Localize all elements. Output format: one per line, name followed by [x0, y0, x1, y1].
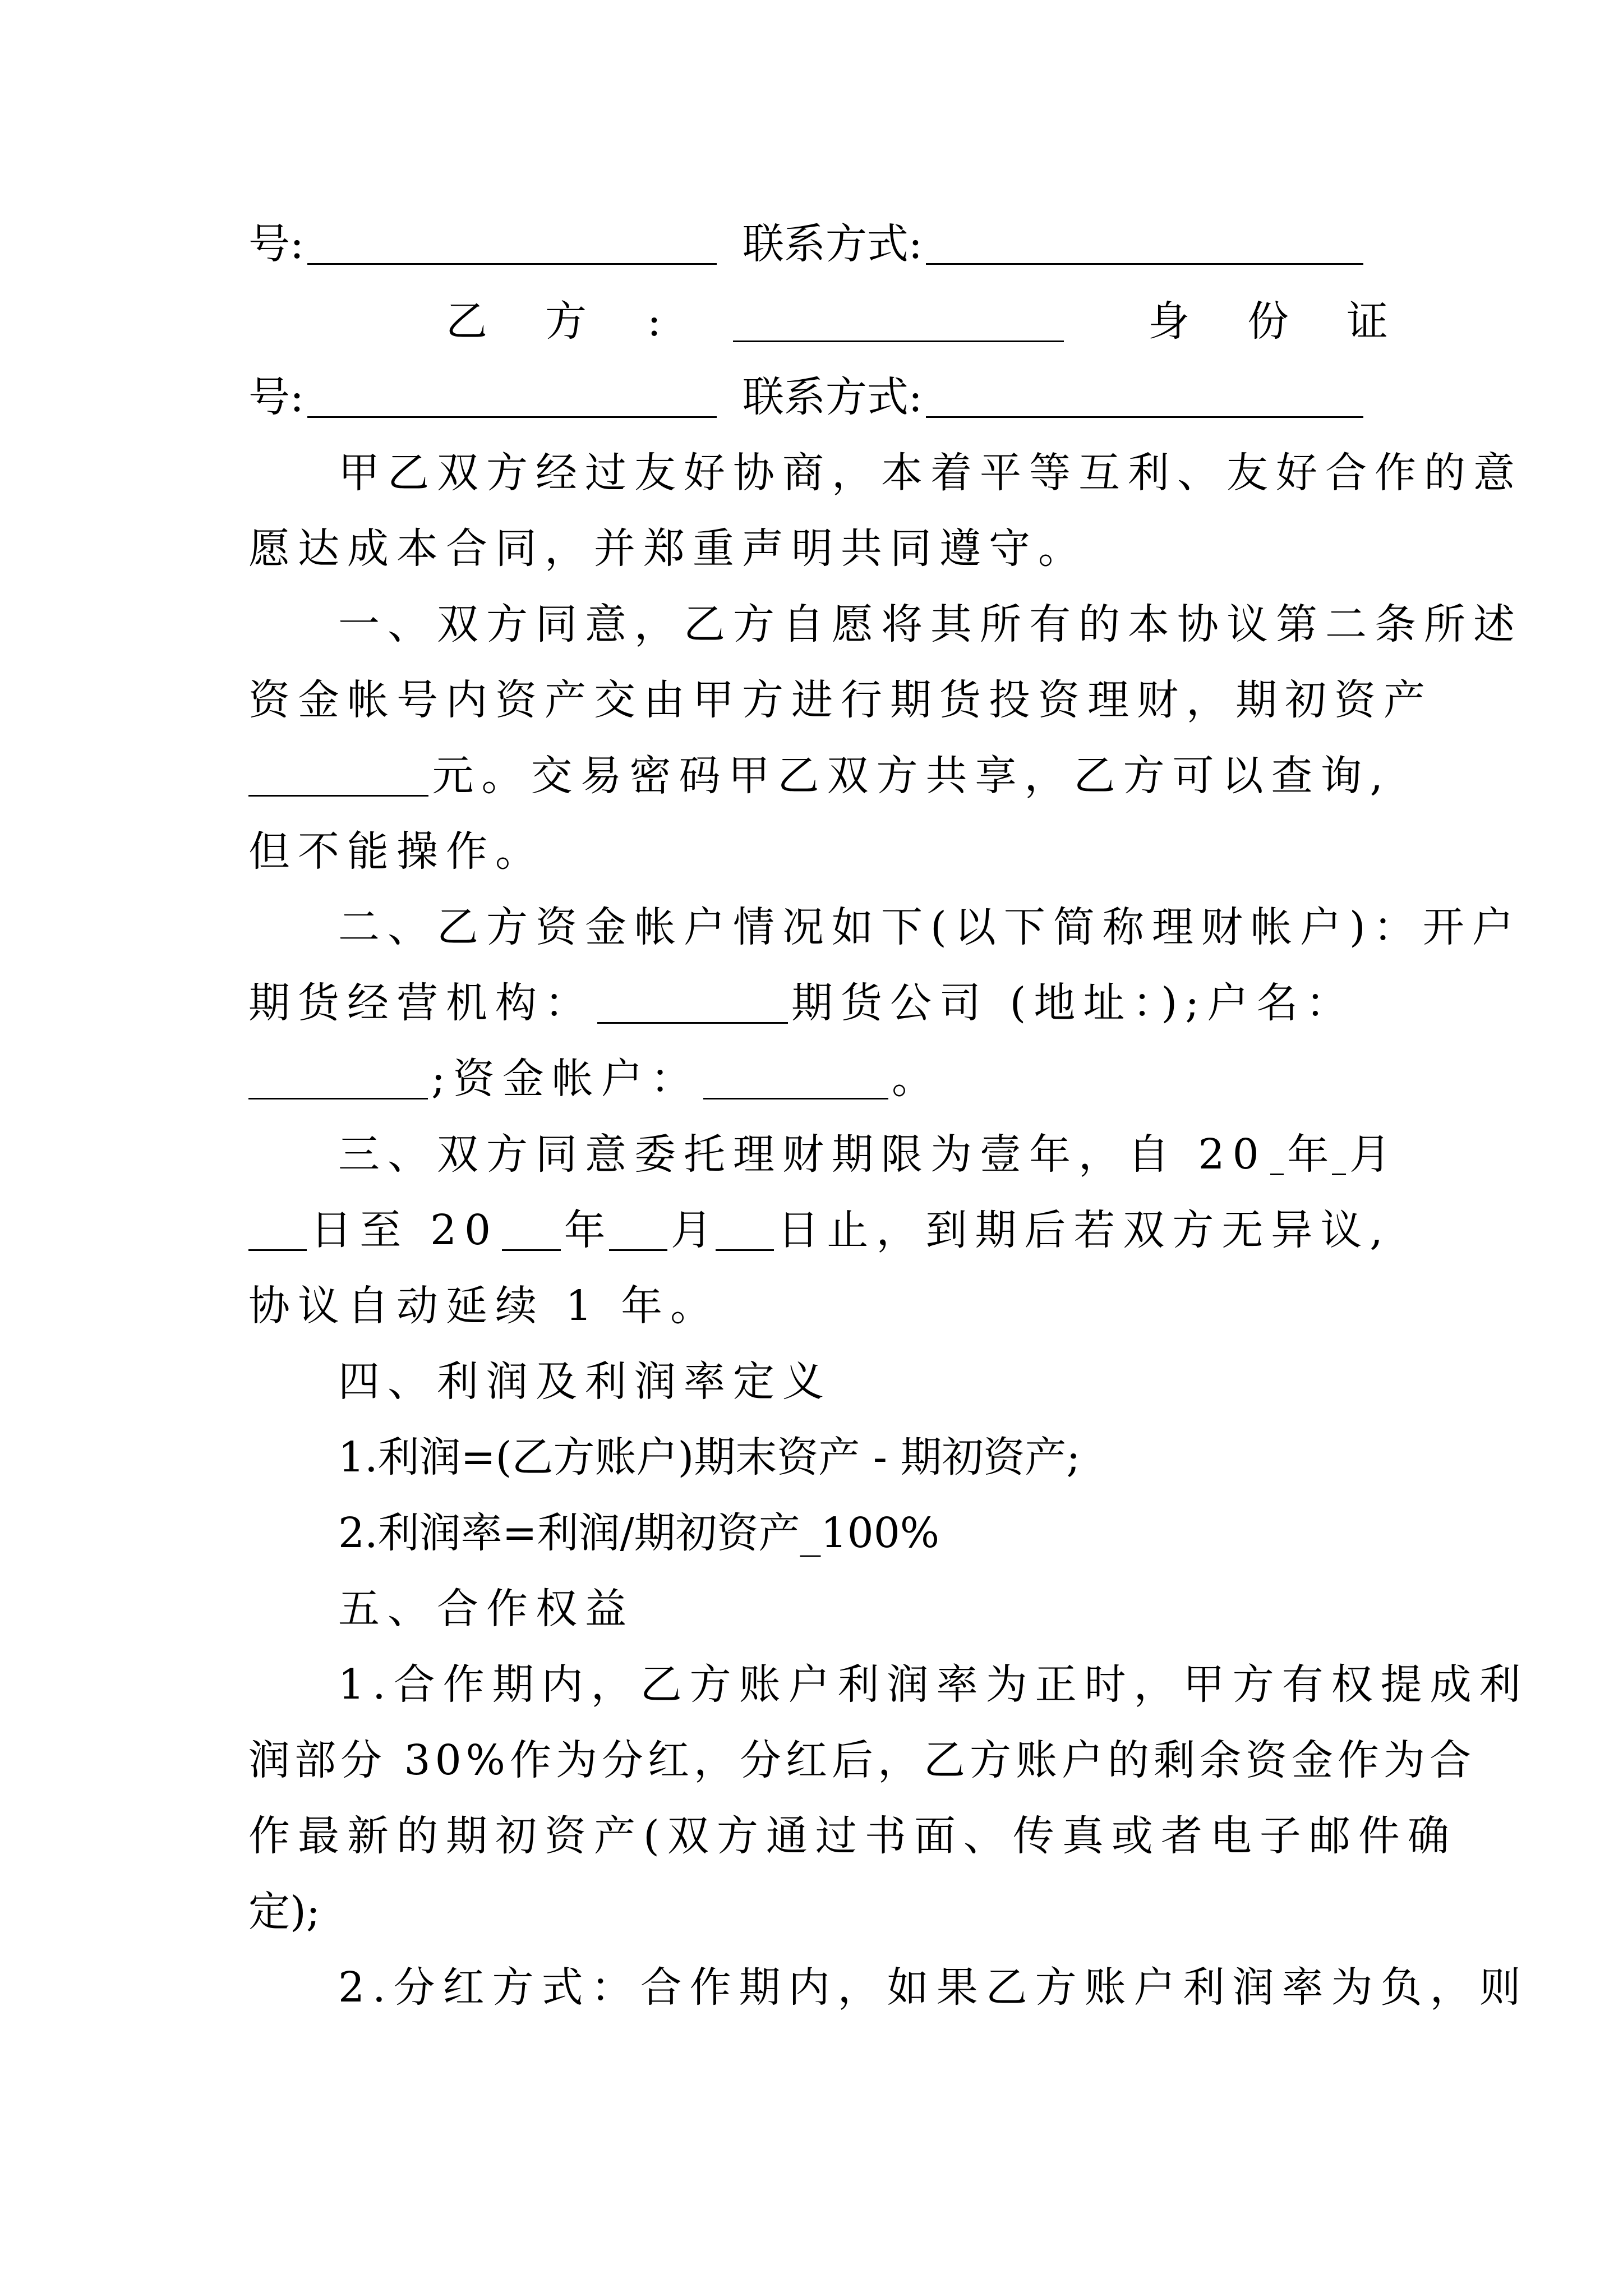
party-b-name-blank [733, 301, 1064, 342]
party-b-char-1: 乙 [446, 297, 487, 346]
section-5-heading: 五、合作权益 [338, 1585, 634, 1633]
term-end-text: 日至 20 [310, 1206, 499, 1254]
id-char-1: 身 [1147, 297, 1189, 346]
futures-institution-label: 期货经营机构： [248, 979, 594, 1027]
term-start-text: 三、双方同意委托理财期限为壹年，自 20 [338, 1130, 1267, 1179]
clause-1-line-2: 资金帐号内资产交由甲方进行期货投资理财，期初资产 [248, 676, 1433, 724]
clause-1-line-3 [248, 740, 1391, 800]
end-year-unit: 年 [564, 1206, 606, 1254]
para-intro-line-2: 愿达成本合同，并郑重声明共同遵守。 [248, 524, 1087, 573]
clause-3-line-3: 协议自动延续 1 年。 [248, 1282, 720, 1330]
id-number-blank [307, 224, 717, 265]
start-year-blank [1270, 1134, 1284, 1175]
para-intro-line-1: 甲乙双方经过友好协商，本着平等互利、友好合作的意 [338, 449, 1523, 497]
id-number-label-2: 号: [248, 373, 304, 421]
contact-label: 联系方式: [742, 220, 923, 268]
clause-3-line-1 [248, 1119, 1391, 1179]
clause-1-line-1: 一、双方同意，乙方自愿将其所有的本协议第二条所述 [338, 600, 1523, 648]
fund-account-label: ;资金帐户： [431, 1055, 700, 1103]
end-month-blank [609, 1210, 667, 1251]
start-month-blank [1332, 1134, 1346, 1175]
rights-2-line-1: 2.分红方式：合作期内，如果乙方账户利润率为负，则 [338, 1963, 1529, 2012]
line-id-contact-2 [248, 362, 1391, 421]
id-char-2: 份 [1247, 297, 1289, 346]
party-b-colon: : [647, 297, 661, 346]
id-char-3: 证 [1346, 297, 1388, 346]
clause-1-line-3-text: 元。交易密码甲乙双方共享，乙方可以查询, [432, 752, 1391, 800]
end-day-blank [716, 1210, 774, 1251]
clause-2-line-3 [248, 1043, 1391, 1103]
section-4-heading: 四、利润及利润率定义 [338, 1358, 832, 1406]
start-year-unit: 年 [1287, 1130, 1329, 1179]
rights-1-line-3: 作最新的期初资产(双方通过书面、传真或者电子邮件确 [248, 1812, 1457, 1860]
clause-2-line-2 [248, 968, 1391, 1027]
clause-1-line-4: 但不能操作。 [248, 827, 545, 876]
profit-rate-definition: 2.利润率=利润/期初资产_100% [338, 1509, 940, 1557]
clause-2-end: 。 [891, 1055, 933, 1103]
rights-1-line-2: 润部分 30%作为分红，分红后，乙方账户的剩余资金作为合 [248, 1736, 1476, 1784]
line-id-contact-1 [248, 209, 1391, 268]
futures-company-text: 期货公司 (地址：);户名： [791, 979, 1355, 1027]
start-month-unit: 月 [1349, 1130, 1391, 1179]
term-renewal-text: 日止，到期后若双方无异议, [777, 1206, 1391, 1254]
end-month-unit: 月 [671, 1206, 712, 1254]
fund-account-blank [703, 1059, 888, 1099]
start-day-blank [248, 1210, 307, 1251]
contact-blank-2 [926, 377, 1363, 418]
clause-3-line-2 [248, 1195, 1391, 1254]
initial-asset-blank [248, 756, 428, 797]
end-year-blank [502, 1210, 560, 1251]
profit-definition: 1.利润=(乙方账户)期末资产 - 期初资产; [338, 1433, 1081, 1481]
party-b-char-2: 方 [545, 297, 587, 346]
contact-blank [926, 224, 1363, 265]
account-name-blank [248, 1059, 428, 1099]
futures-institution-blank [597, 983, 788, 1024]
id-number-blank-2 [307, 377, 717, 418]
id-number-label: 号: [248, 220, 304, 268]
rights-1-line-4: 定); [248, 1888, 320, 1936]
clause-2-line-1: 二、乙方资金帐户情况如下(以下简称理财帐户)：开户 [338, 903, 1521, 951]
rights-1-line-1: 1.合作期内，乙方账户利润率为正时，甲方有权提成利 [338, 1660, 1529, 1709]
contact-label-2: 联系方式: [742, 373, 923, 421]
line-party-b [446, 286, 1391, 346]
